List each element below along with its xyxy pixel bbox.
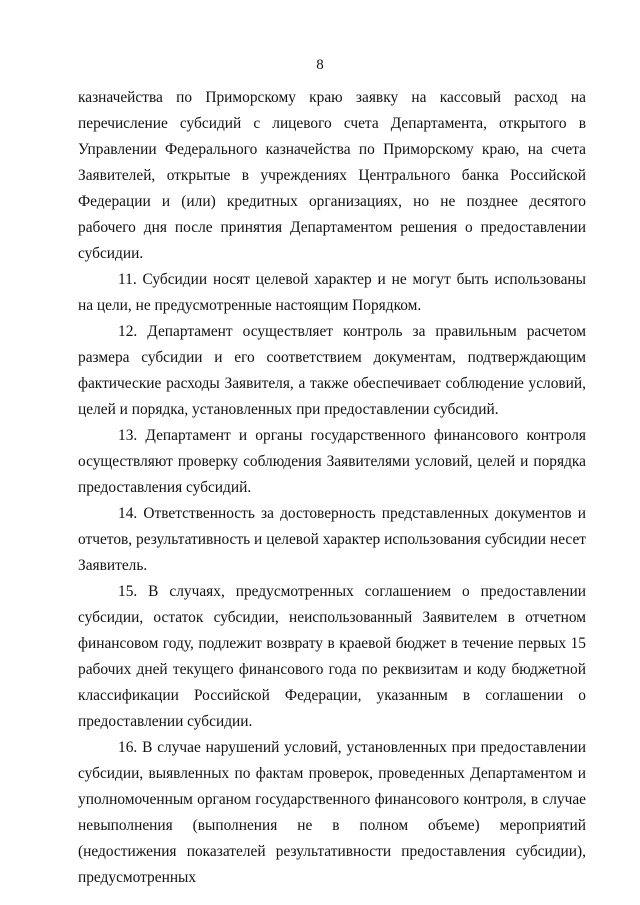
page-number: 8 [316, 57, 324, 73]
paragraph-item-13: 13. Департамент и органы государственного финансового контроля осуществляют проверку соблюдения Заявителями условий, целей и порядка предоставления субсидий. [78, 427, 586, 496]
paragraph-item-15: 15. В случаях, предусмотренных соглашением о предоставлении субсидии, остаток субсидии, неиспользованный Заявителем в отчетном финансовом году, подлежит возврату в краевой бюджет в течение первых 15 рабочих дней текущего финансового года по реквизитам и коду бюджетной классификации Российской Федерации, указанным в соглашении о предоставлении субсидии. [78, 583, 586, 730]
paragraph-continuation: казначейства по Приморскому краю заявку на кассовый расход на перечисление субсидий с лицевого счета Департамента, открытого в Управлении Федерального казначейства по Приморскому краю, на счета Заявителей, открытые в учреждениях Центрального банка Российской Федерации и (или) кредитных организациях, но не позднее десятого рабочего дня после принятия Департаментом решения о предоставлении субсидии. [78, 89, 586, 262]
paragraph-item-11: 11. Субсидии носят целевой характер и не могут быть использованы на цели, не предусмотренные настоящим Порядком. [78, 271, 586, 314]
paragraph-item-14: 14. Ответственность за достоверность представленных документов и отчетов, результативность и целевой характер использования субсидии несет Заявитель. [78, 505, 586, 574]
document-body [78, 85, 586, 891]
paragraph-item-12: 12. Департамент осуществляет контроль за правильным расчетом размера субсидии и его соответствием документам, подтверждающим фактические расходы Заявителя, а также обеспечивает соблюдение условий, целей и порядка, установленных при предоставлении субсидий. [78, 323, 586, 418]
paragraph-item-16: 16. В случае нарушений условий, установленных при предоставлении субсидии, выявленных по фактам проверок, проведенных Департаментом и уполномоченным органом государственного финансового контроля, в случае невыполнения (выполнения не в полном объеме) мероприятий (недостижения показателей результативности предоставления субсидии), предусмотренных [78, 739, 586, 886]
